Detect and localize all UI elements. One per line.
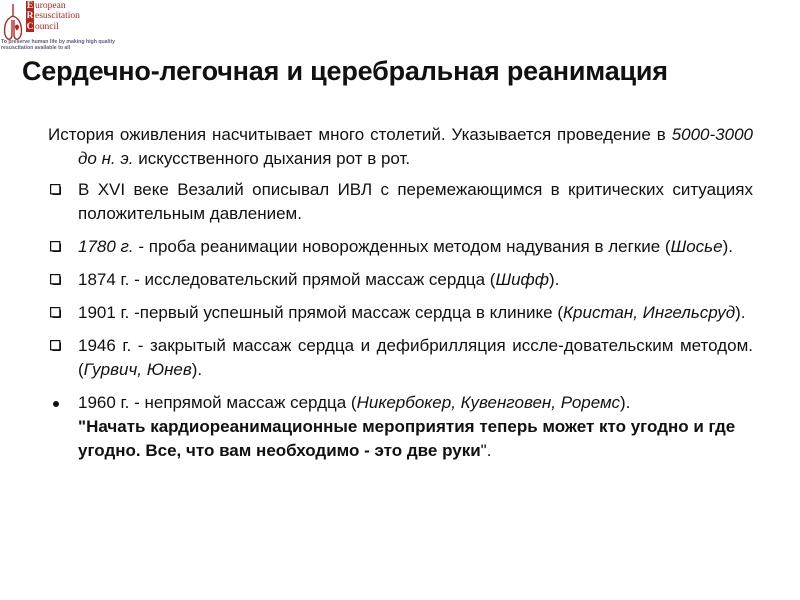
intro-date: 5000-3000 до н. э. (78, 125, 753, 168)
logo-tagline: To preserve human life by making high quality resuscitation available to all (1, 39, 116, 51)
intro-paragraph: История оживления насчитывает много столетий. Указывается проведение в 5000-3000 до н. э. искусственного дыхания рот в рот. (48, 125, 753, 168)
logo-wordmark (26, 1, 136, 32)
erc-logo (0, 0, 136, 52)
list-item: 1960 г. - непрямой массаж сердца (Никербокер, Кувенговен, Роремс). "Начать кардиореанимационные мероприятия теперь может кто угодно и где угодно. Все, что вам необходимо - это две руки". (48, 391, 753, 463)
checkbox-bullet-icon (50, 274, 61, 285)
slide-title: Сердечно-легочная и церебральная реанимация (22, 56, 668, 86)
checkbox-bullet-icon (50, 307, 61, 318)
logo-word: E uropean (26, 1, 66, 11)
list-item: 1874 г. - исследовательский прямой массаж сердца (Шифф). (48, 268, 753, 292)
checkbox-bullet-icon (50, 241, 61, 252)
checkbox-bullet-icon (50, 340, 61, 351)
lungs-icon (2, 2, 24, 42)
list-item: 1901 г. -первый успешный прямой массаж сердца в клинике (Кристан, Ингельсруд). (48, 301, 753, 325)
quote-text: "Начать кардиореанимационные мероприятия теперь может кто угодно и где угодно. Все, что вам необходимо - это две руки". (78, 417, 736, 460)
list-item: В XVI веке Везалий описывал ИВЛ с перемежающимся в критических ситуациях положительным давлением. (48, 178, 753, 226)
round-bullet-icon (53, 401, 59, 407)
list-item: 1946 г. - закрытый массаж сердца и дефибрилляция иссле-довательским методом.(Гурвич, Юнев). (48, 334, 753, 382)
list-item: 1780 г. - проба реанимации новорожденных методом надувания в легкие (Шосье). (48, 235, 753, 259)
checkbox-bullet-icon (50, 184, 61, 195)
logo-word: R esuscitation (26, 11, 80, 22)
logo-word: C ouncil (26, 21, 59, 32)
slide-body (48, 123, 753, 463)
